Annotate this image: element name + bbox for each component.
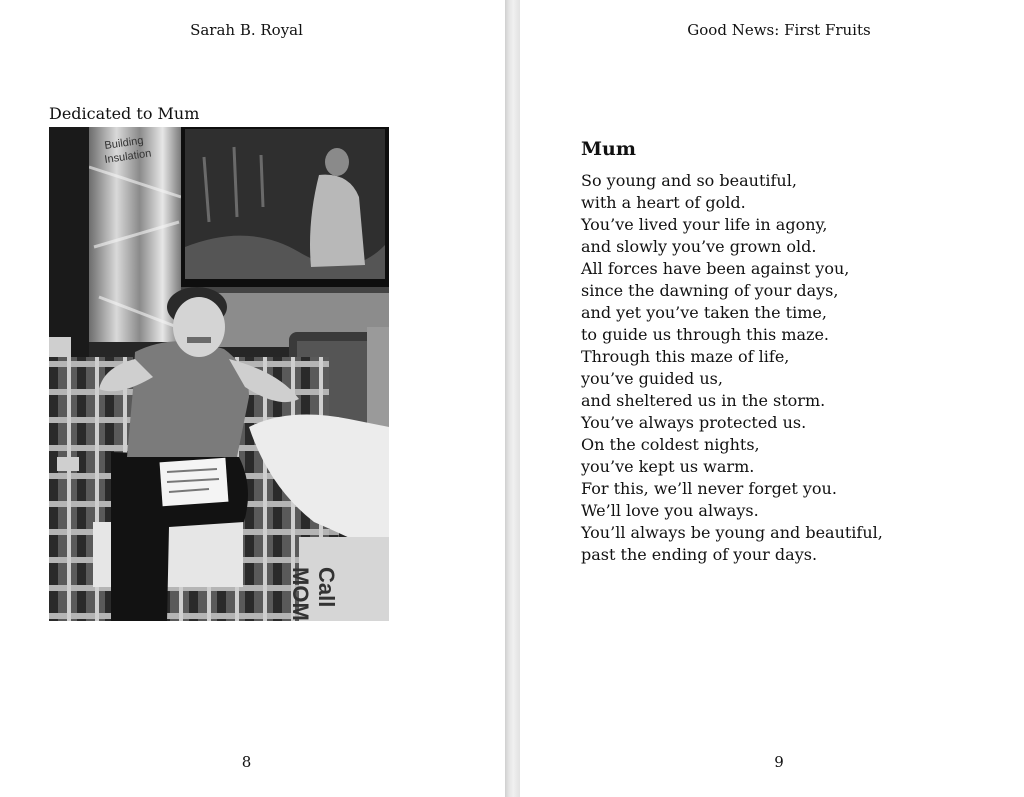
poem-body xyxy=(581,170,883,566)
svg-text:Building: Building xyxy=(103,134,145,152)
book-title-running-head: Good News: First Fruits xyxy=(687,21,871,39)
book-gutter xyxy=(505,0,520,797)
poem-line: since the dawning of your days, xyxy=(581,281,839,300)
poem-line: You’ve always protected us. xyxy=(581,413,807,432)
poem-line: and sheltered us in the storm. xyxy=(581,391,826,410)
poem-line: You’ve lived your life in agony, xyxy=(581,215,828,234)
poem-line: you’ve guided us, xyxy=(581,369,723,388)
mum-photograph xyxy=(49,127,389,621)
poem-line: We’ll love you always. xyxy=(581,501,759,520)
poem-line: All forces have been against you, xyxy=(581,259,850,278)
page-number-right: 9 xyxy=(774,753,784,771)
poem-line: Through this maze of life, xyxy=(581,347,790,366)
poem-line: and yet you’ve taken the time, xyxy=(581,303,827,322)
poem-line: and slowly you’ve grown old. xyxy=(581,237,817,256)
right-page xyxy=(520,0,1024,797)
poem-title: Mum xyxy=(581,138,636,160)
poem-line: past the ending of your days. xyxy=(581,545,818,564)
poem-line: So young and so beautiful, xyxy=(581,171,797,190)
poem-line: to guide us through this maze. xyxy=(581,325,830,344)
poem-line: with a heart of gold. xyxy=(581,193,746,212)
svg-text:Insulation: Insulation xyxy=(103,147,153,166)
poem-line: For this, we’ll never forget you. xyxy=(581,479,837,498)
svg-text:MOM: MOM xyxy=(288,567,313,621)
poem-line: You’ll always be young and beautiful, xyxy=(581,523,883,542)
svg-text:Call: Call xyxy=(314,567,339,608)
left-page xyxy=(0,0,505,797)
author-running-head: Sarah B. Royal xyxy=(190,21,303,39)
poem-line: On the coldest nights, xyxy=(581,435,760,454)
page-number-left: 8 xyxy=(241,753,252,771)
dedication-caption: Dedicated to Mum xyxy=(49,104,200,123)
poem-line: you’ve kept us warm. xyxy=(581,457,755,476)
